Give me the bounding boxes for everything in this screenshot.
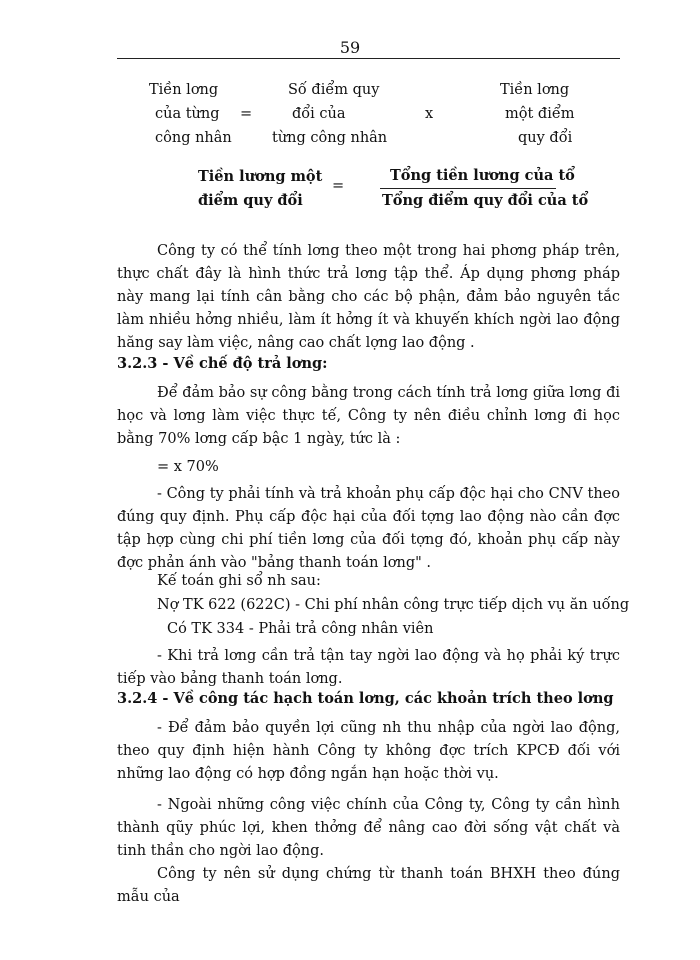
- paragraph-bhxh: Công ty nên sử dụng chứng từ thanh toán BHXH theo đúng mẫu của: [117, 866, 620, 905]
- formula2-denominator: Tổng điểm quy đổi của tổ: [382, 192, 589, 209]
- formula2-numerator: Tổng tiền lương của tổ: [390, 167, 575, 184]
- paragraph-direct-payment: - Khi trả lơng cần trả tận tay ngời lao động và họ phải ký trực tiếp vào bảng thanh toán lơng.: [117, 648, 620, 687]
- formula1-lhs-line3: công nhân: [155, 130, 232, 146]
- fraction-bar: [380, 188, 556, 189]
- paragraph-hazard-allowance: - Công ty phải tính và trả khoản phụ cấp độc hại cho CNV theo đúng quy định. Phụ cấp độc hại của đối tợng lao động nào cần đợc tập hợp cùng chi phí tiền lơng của đối tợng đó, khoản phụ cấp này đợc phản ánh vào "bảng thanh toán lơng" .: [117, 486, 620, 571]
- formula1-factor1-line2: đổi của: [292, 106, 346, 122]
- accounting-entry-intro: Kế toán ghi sổ nh sau:: [157, 573, 321, 589]
- formula1-lhs-line2: của từng: [155, 106, 220, 122]
- formula2-equals: =: [332, 178, 345, 194]
- formula2-lhs-line2: điểm quy đổi: [198, 192, 303, 209]
- paragraph-kpcd: - Để đảm bảo quyền lợi cũng nh thu nhập của ngời lao động, theo quy định hiện hành Công ty không đợc trích KPCĐ đối với những lao động có hợp đồng ngắn hạn hoặc thời vụ.: [117, 720, 620, 782]
- paragraph-welfare-fund: - Ngoài những công việc chính của Công ty, Công ty cần hình thành qũy phúc lợi, khen thởng để nâng cao đời sống vật chất và tinh thần cho ngời lao động.: [117, 797, 620, 859]
- equation-line: = x 70%: [157, 459, 219, 475]
- accounting-credit-entry: Có TK 334 - Phải trả công nhân viên: [167, 621, 434, 637]
- formula1-lhs-line1: Tiền lơng: [149, 82, 219, 98]
- formula1-factor1-line1: Số điểm quy: [288, 82, 380, 98]
- section-heading-3-2-4: 3.2.4 - Về công tác hạch toán lơng, các khoản trích theo lơng: [117, 690, 614, 707]
- header-rule: [117, 58, 620, 59]
- formula1-factor2-line2: một điểm: [505, 106, 575, 122]
- accounting-debit-entry: Nợ TK 622 (622C) - Chi phí nhân công trực tiếp dịch vụ ăn uống: [157, 597, 630, 613]
- formula2-lhs-line1: Tiền lương một: [198, 168, 323, 185]
- section-heading-3-2-3: 3.2.3 - Về chế độ trả lơng:: [117, 355, 328, 372]
- formula1-factor1-line3: từng công nhân: [272, 130, 388, 146]
- formula1-factor2-line3: quy đổi: [518, 130, 573, 146]
- paragraph-method-summary: Công ty có thể tính lơng theo một trong hai phơng pháp trên, thực chất đây là hình thức trả lơng tập thể. Áp dụng phơng pháp này mang lại tính cân bằng cho các bộ phận, đảm bảo nguyên tắc làm nhiều hởng nhiều, làm ít hởng ít và khuyến khích ngời lao động hăng say làm việc, nâng cao chất lợng lao động .: [117, 243, 620, 351]
- paragraph-study-wage: Để đảm bảo sự công bằng trong cách tính trả lơng giữa lơng đi học và lơng làm việc thực tế, Công ty nên điều chỉnh lơng đi học bằng 70% lơng cấp bậc 1 ngày, tức là :: [117, 385, 620, 447]
- formula1-factor2-line1: Tiền lơng: [500, 82, 570, 98]
- formula1-multiply: x: [425, 106, 434, 122]
- page-number: 59: [339, 38, 361, 57]
- formula1-equals: =: [240, 106, 253, 122]
